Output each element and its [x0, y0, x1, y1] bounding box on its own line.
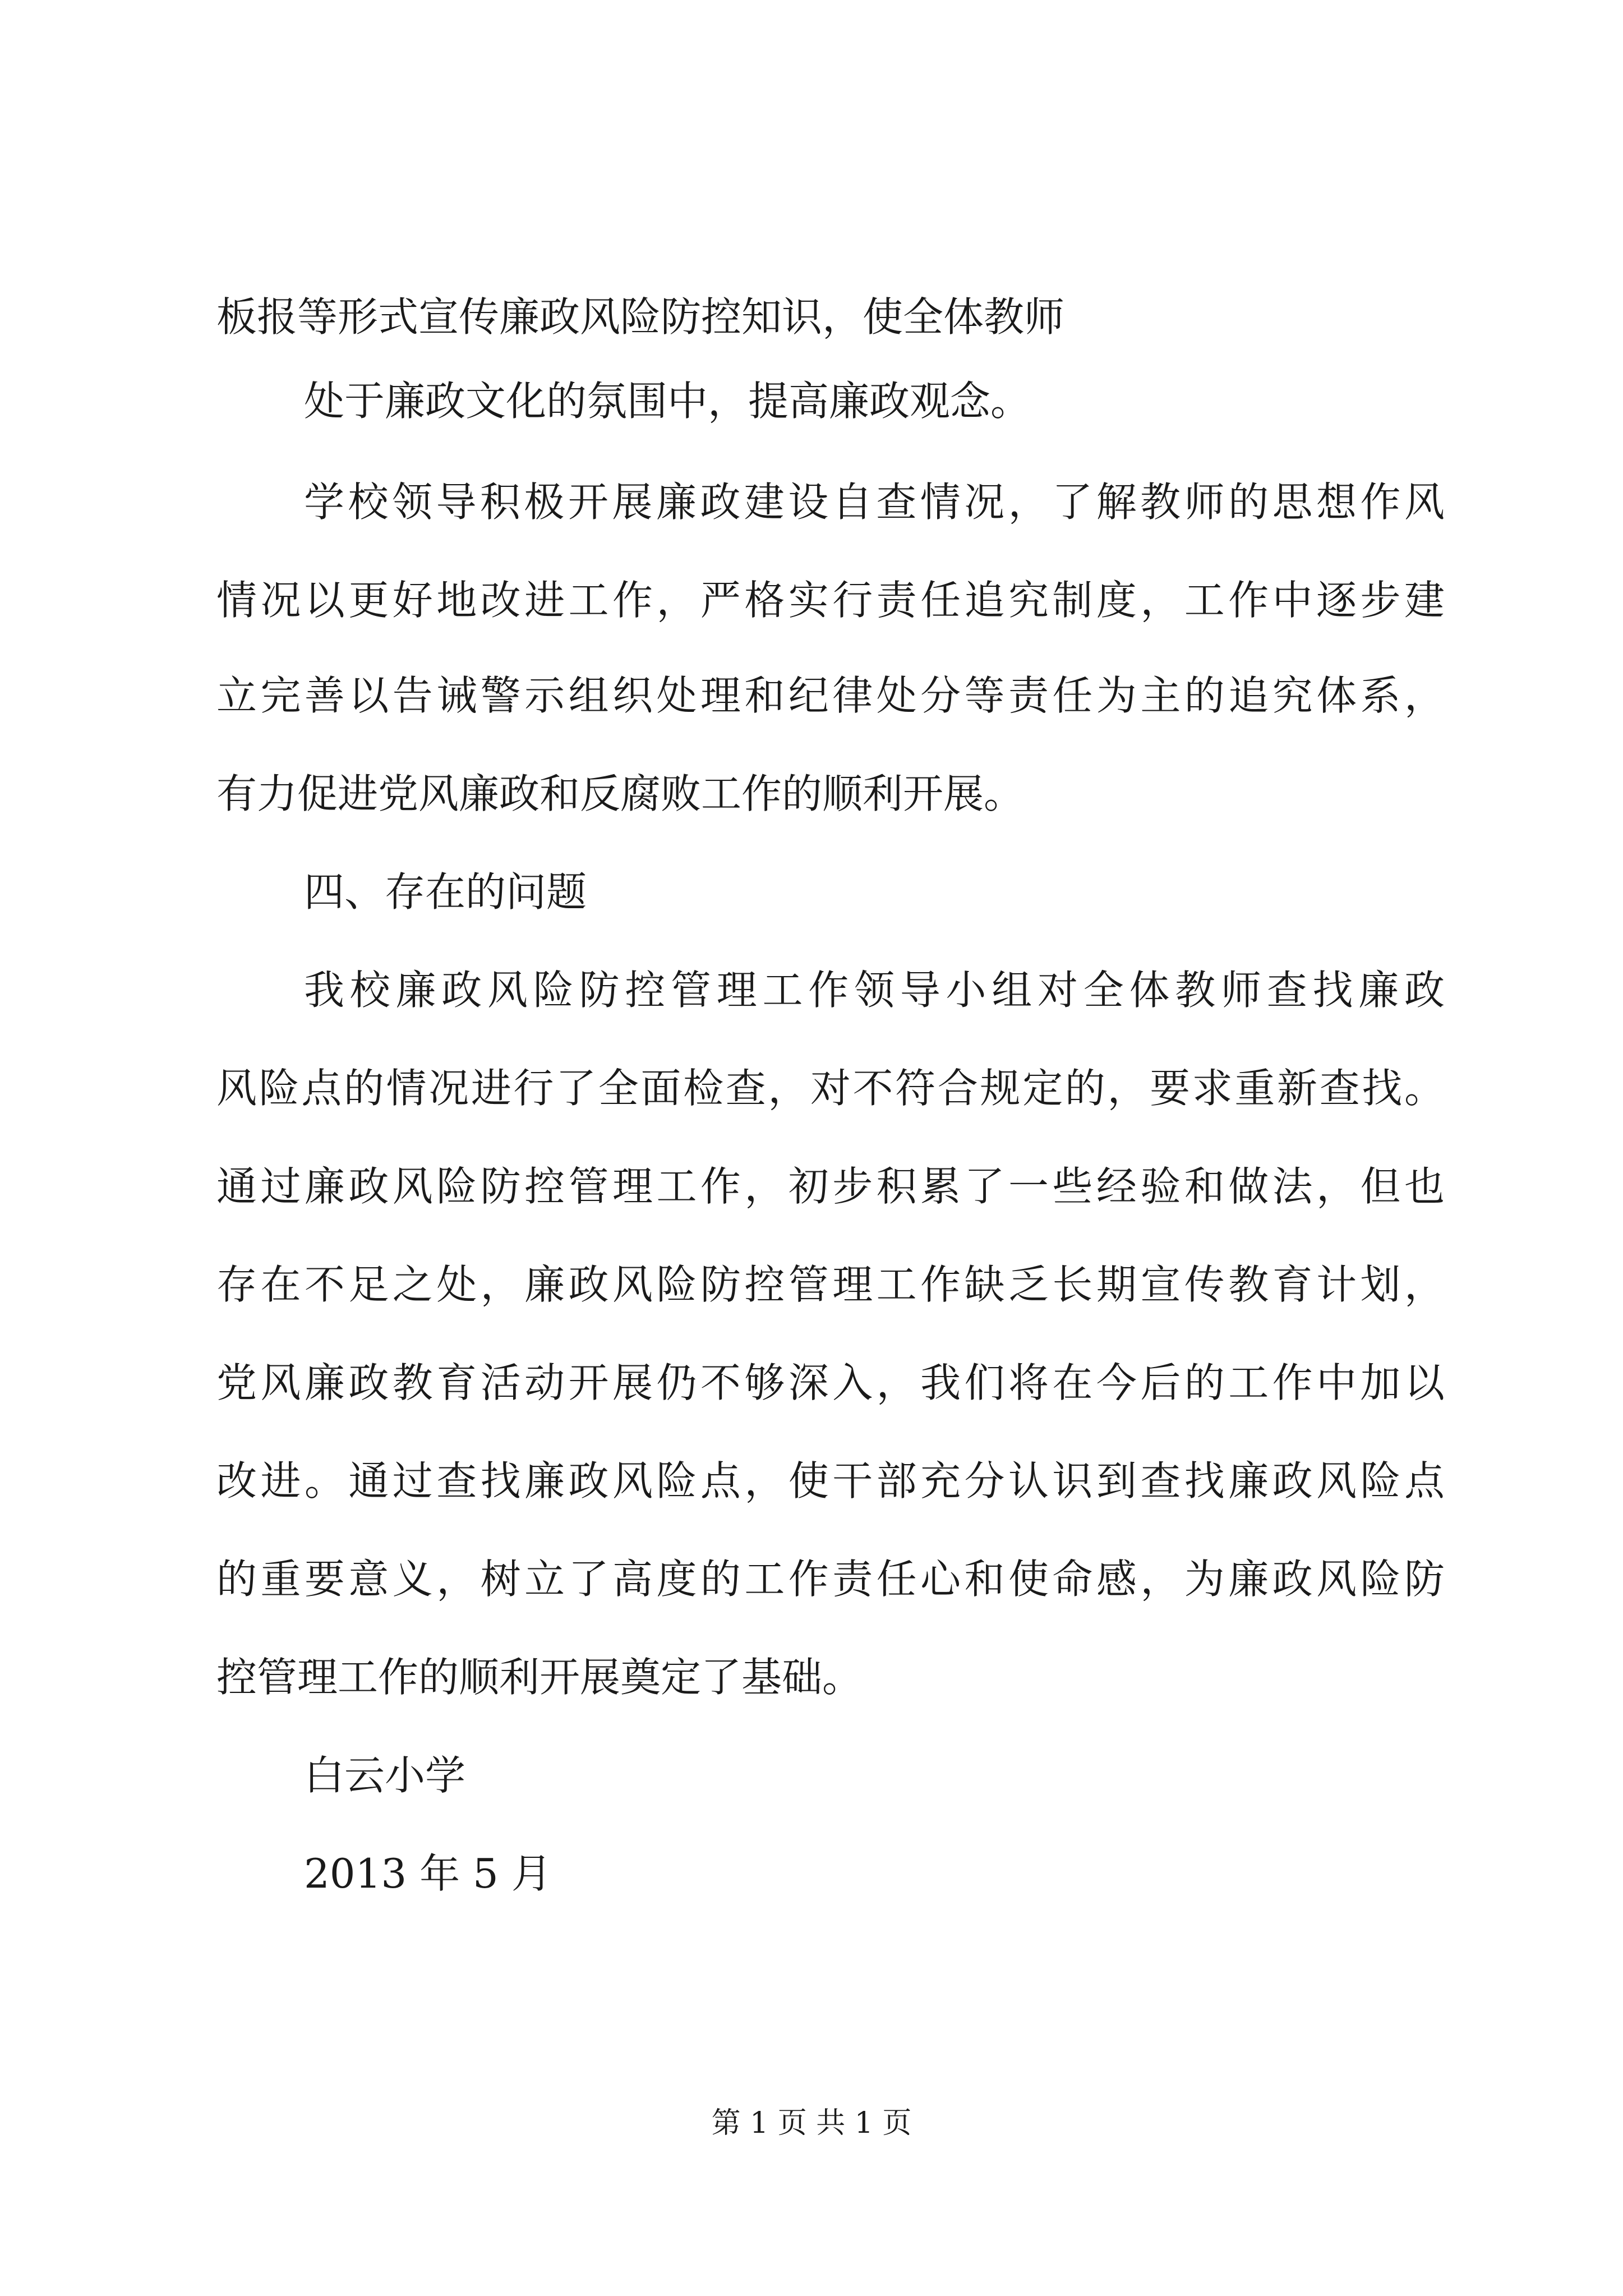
paragraph-line: 控管理工作的顺利开展奠定了基础。: [216, 1654, 863, 1701]
signature-date: 2013 年 5 月: [304, 1850, 552, 1897]
paragraph-line: 板报等形式宣传廉政风险防控知识，使全体教师: [216, 293, 1065, 341]
paragraph-line: 风险点的情况进行了全面检查，对不符合规定的，要求重新查找。: [216, 1065, 1445, 1112]
paragraph-line: 立完善以告诫警示组织处理和纪律处分等责任为主的追究体系，: [216, 672, 1445, 719]
paragraph-line: 处于廉政文化的氛围中，提高廉政观念。: [304, 378, 1031, 425]
paragraph-line: 改进。通过查找廉政风险点，使干部充分认识到查找廉政风险点: [216, 1457, 1445, 1504]
paragraph-line: 我校廉政风险防控管理工作领导小组对全体教师查找廉政: [304, 967, 1445, 1014]
paragraph-line: 的重要意义，树立了高度的工作责任心和使命感，为廉政风险防: [216, 1556, 1445, 1603]
paragraph-line: 通过廉政风险防控管理工作，初步积累了一些经验和做法，但也: [216, 1163, 1445, 1210]
section-heading: 四、存在的问题: [304, 868, 587, 915]
paragraph-line: 学校领导积极开展廉政建设自查情况，了解教师的思想作风: [304, 478, 1445, 526]
signature-organization: 白云小学: [304, 1752, 466, 1799]
paragraph-line: 有力促进党风廉政和反腐败工作的顺利开展。: [216, 770, 1025, 817]
paragraph-line: 存在不足之处，廉政风险防控管理工作缺乏长期宣传教育计划，: [216, 1261, 1445, 1308]
paragraph-line: 情况以更好地改进工作，严格实行责任追究制度，工作中逐步建: [216, 577, 1445, 624]
paragraph-line: 党风廉政教育活动开展仍不够深入，我们将在今后的工作中加以: [216, 1359, 1445, 1406]
page-number-footer: 第 1 页 共 1 页: [711, 2106, 912, 2140]
